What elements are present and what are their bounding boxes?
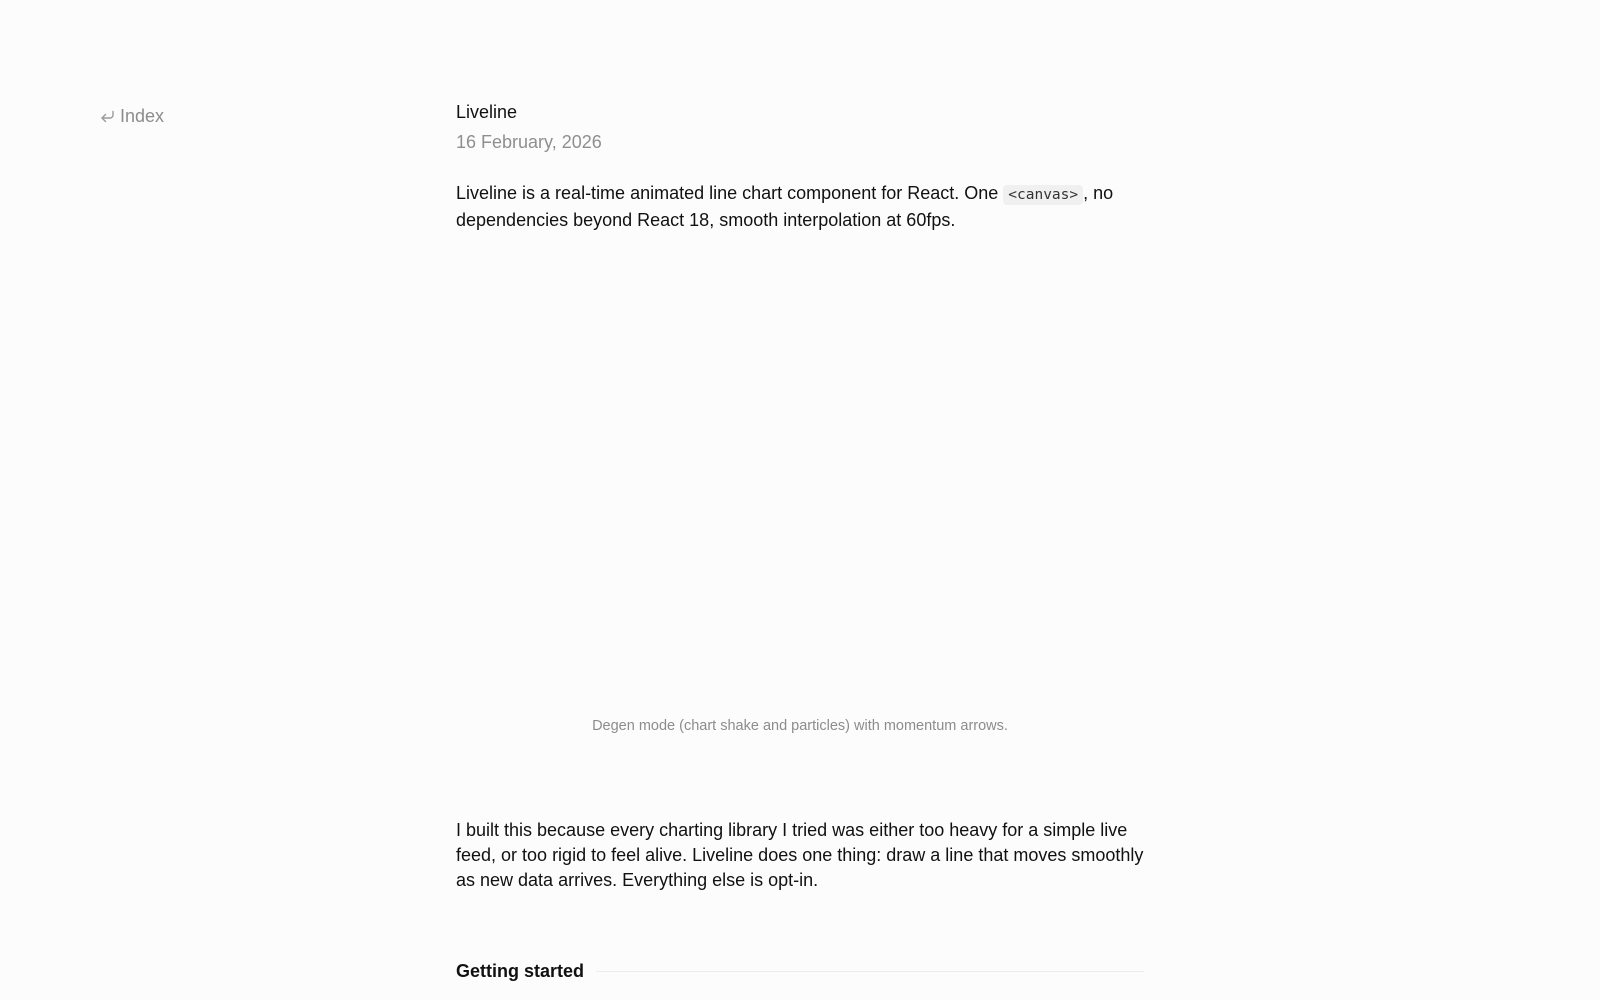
intro-text-end: , no dependencies beyond React 18, smooth interpolation at 60fps. bbox=[456, 183, 1114, 230]
demo-figure bbox=[456, 255, 1144, 736]
canvas-code-snippet: <canvas> bbox=[1003, 185, 1083, 205]
intro-text-start: Liveline is a real-time animated line chart component for React. One bbox=[456, 183, 1004, 203]
getting-started-section-header bbox=[456, 959, 1144, 983]
post-title: Liveline bbox=[456, 102, 518, 122]
section-divider bbox=[596, 971, 1144, 972]
back-link-label: Index bbox=[120, 106, 165, 126]
back-to-index-link[interactable] bbox=[99, 104, 164, 128]
chart-demo-canvas[interactable] bbox=[456, 255, 1144, 695]
article bbox=[456, 99, 1144, 983]
motivation-paragraph: I built this because every charting library I tried was either too heavy for a simple live feed, or too rigid to feel alive. Liveline does one thing: draw a line that moves smoothly as new data arrives. Everything else is opt-in. bbox=[456, 820, 1144, 890]
getting-started-heading: Getting started bbox=[456, 961, 585, 981]
return-arrow-icon bbox=[99, 108, 116, 125]
intro-paragraph bbox=[456, 181, 1144, 233]
post-date: 16 February, 2026 bbox=[456, 132, 602, 152]
demo-caption: Degen mode (chart shake and particles) with momentum arrows. bbox=[592, 718, 1008, 734]
